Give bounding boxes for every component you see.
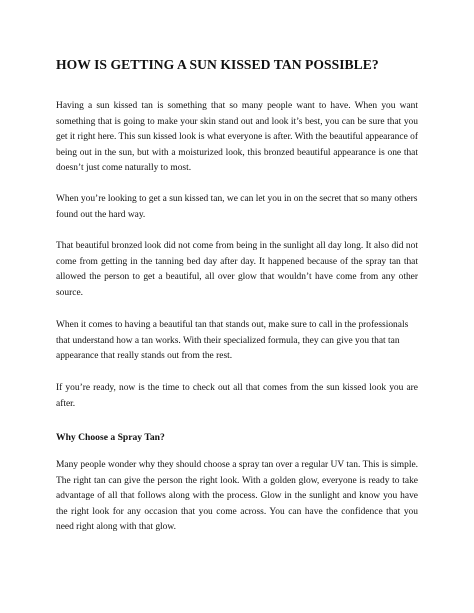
- paragraph-bronzed-look: That beautiful bronzed look did not come from being in the sunlight all day long. It also did not come from getting in the tanning bed day after day. It happened because of the spray tan that allowed the person to get a beautiful, all over glow that wouldn’t have come from any other source.: [56, 241, 418, 298]
- paragraph-ready: If you’re ready, now is the time to check out all that comes from the sun kissed look you are after.: [56, 383, 418, 409]
- page-title: HOW IS GETTING A SUN KISSED TAN POSSIBLE?: [56, 57, 379, 72]
- paragraph-professionals: When it comes to having a beautiful tan that stands out, make sure to call in the professionals that understand how a tan works. With their specialized formula, they can give you that tan appearance that really stands out from the rest.: [56, 320, 409, 362]
- paragraph-secret: When you’re looking to get a sun kissed tan, we can let you in on the secret that so many others found out the hard way.: [56, 194, 418, 220]
- paragraph-why-spray-tan: Many people wonder why they should choose a spray tan over a regular UV tan. This is simple. The right tan can give the person the right look. With a golden glow, everyone is ready to take advantage of all that follows along with the process. Glow in the sunlight and know you have the right look for any occasion that you come across. You can have the confidence that you need right along with that glow.: [56, 460, 418, 533]
- section-heading: Why Choose a Spray Tan?: [56, 432, 165, 443]
- paragraph-intro: Having a sun kissed tan is something that so many people want to have. When you want something that is going to make your skin stand out and look it’s best, you can be sure that you get it right here. This sun kissed look is what everyone is after. With the beautiful appearance of being out in the sun, but with a moisturized look, this bronzed beautiful appearance is one that doesn’t just come naturally to most.: [56, 101, 418, 174]
